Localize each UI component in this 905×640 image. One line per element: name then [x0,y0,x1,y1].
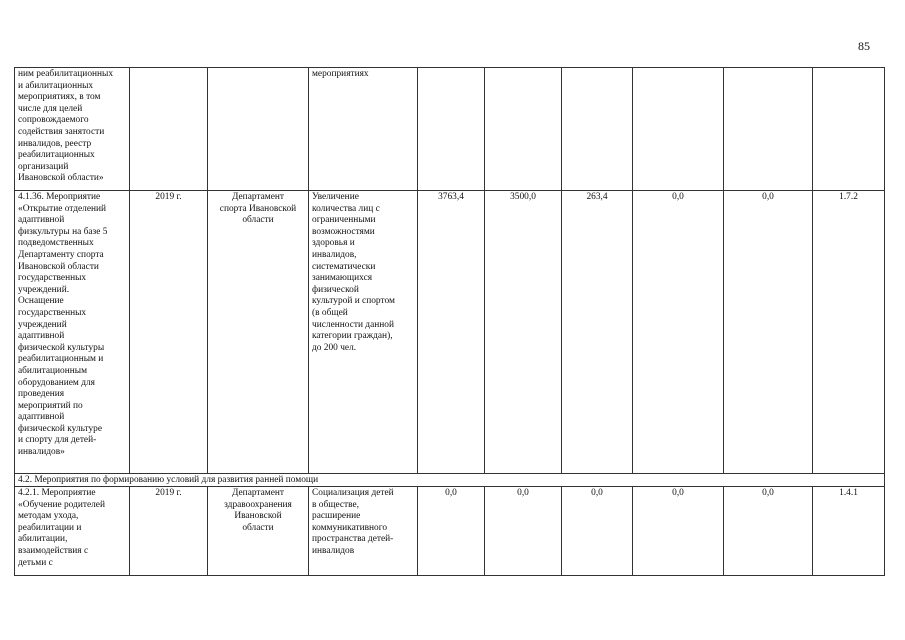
table-row [15,68,885,191]
value-cell-1 [418,68,485,191]
executor-cell: Департамент здравоохранения Ивановской области [208,487,309,576]
measure-name-cell: 4.2.1. Мероприятие «Обучение родителей методам ухода, реабилитации и абилитации, взаимодействия с детьми с [15,487,130,576]
value-cell-2: 0,0 [485,487,562,576]
value-cell-2 [485,68,562,191]
value-cell-1: 0,0 [418,487,485,576]
value-cell-3: 0,0 [562,487,633,576]
value-cell-3: 263,4 [562,191,633,474]
executor-cell: Департамент спорта Ивановской области [208,191,309,474]
value-cell-5: 0,0 [724,487,813,576]
value-cell-1: 3763,4 [418,191,485,474]
section-heading: 4.2. Мероприятия по формированию условий для развития ранней помощи [15,474,885,487]
value-cell-2: 3500,0 [485,191,562,474]
table-row [15,191,885,474]
measure-name-cell: 4.1.36. Мероприятие «Открытие отделений адаптивной физкультуры на базе 5 подведомственных Департаменту спорта Ивановской области государственных учреждений. Оснащение государственных учреждений адаптивной физической культуры реабилитационным и абилитационным оборудованием для проведения мероприятий по адаптивной физической культуре и спорту для детей- инвалидов» [15,191,130,474]
value-cell-4: 0,0 [633,191,724,474]
measure-name-cell: ним реабилитационных и абилитационных мероприятиях, в том числе для целей сопровождаемого содействия занятости инвалидов, реестр реабилитационных организаций Ивановской области» [15,68,130,191]
result-cell: мероприятиях [309,68,418,191]
value-cell-5 [724,68,813,191]
table-row [15,487,885,576]
value-cell-4 [633,68,724,191]
section-row [15,474,885,487]
result-cell: Социализация детей в обществе, расширение коммуникативного пространства детей- инвалидов [309,487,418,576]
code-cell [813,68,885,191]
year-cell [130,68,208,191]
executor-cell [208,68,309,191]
result-cell: Увеличение количества лиц с ограниченными возможностями здоровья и инвалидов, систематически занимающихся физической культурой и спортом (в общей численности данной категории граждан), до 200 чел. [309,191,418,474]
value-cell-4: 0,0 [633,487,724,576]
code-cell: 1.4.1 [813,487,885,576]
year-cell: 2019 г. [130,191,208,474]
value-cell-5: 0,0 [724,191,813,474]
value-cell-3 [562,68,633,191]
year-cell: 2019 г. [130,487,208,576]
program-table [14,67,885,576]
code-cell: 1.7.2 [813,191,885,474]
page-number: 85 [858,39,870,53]
